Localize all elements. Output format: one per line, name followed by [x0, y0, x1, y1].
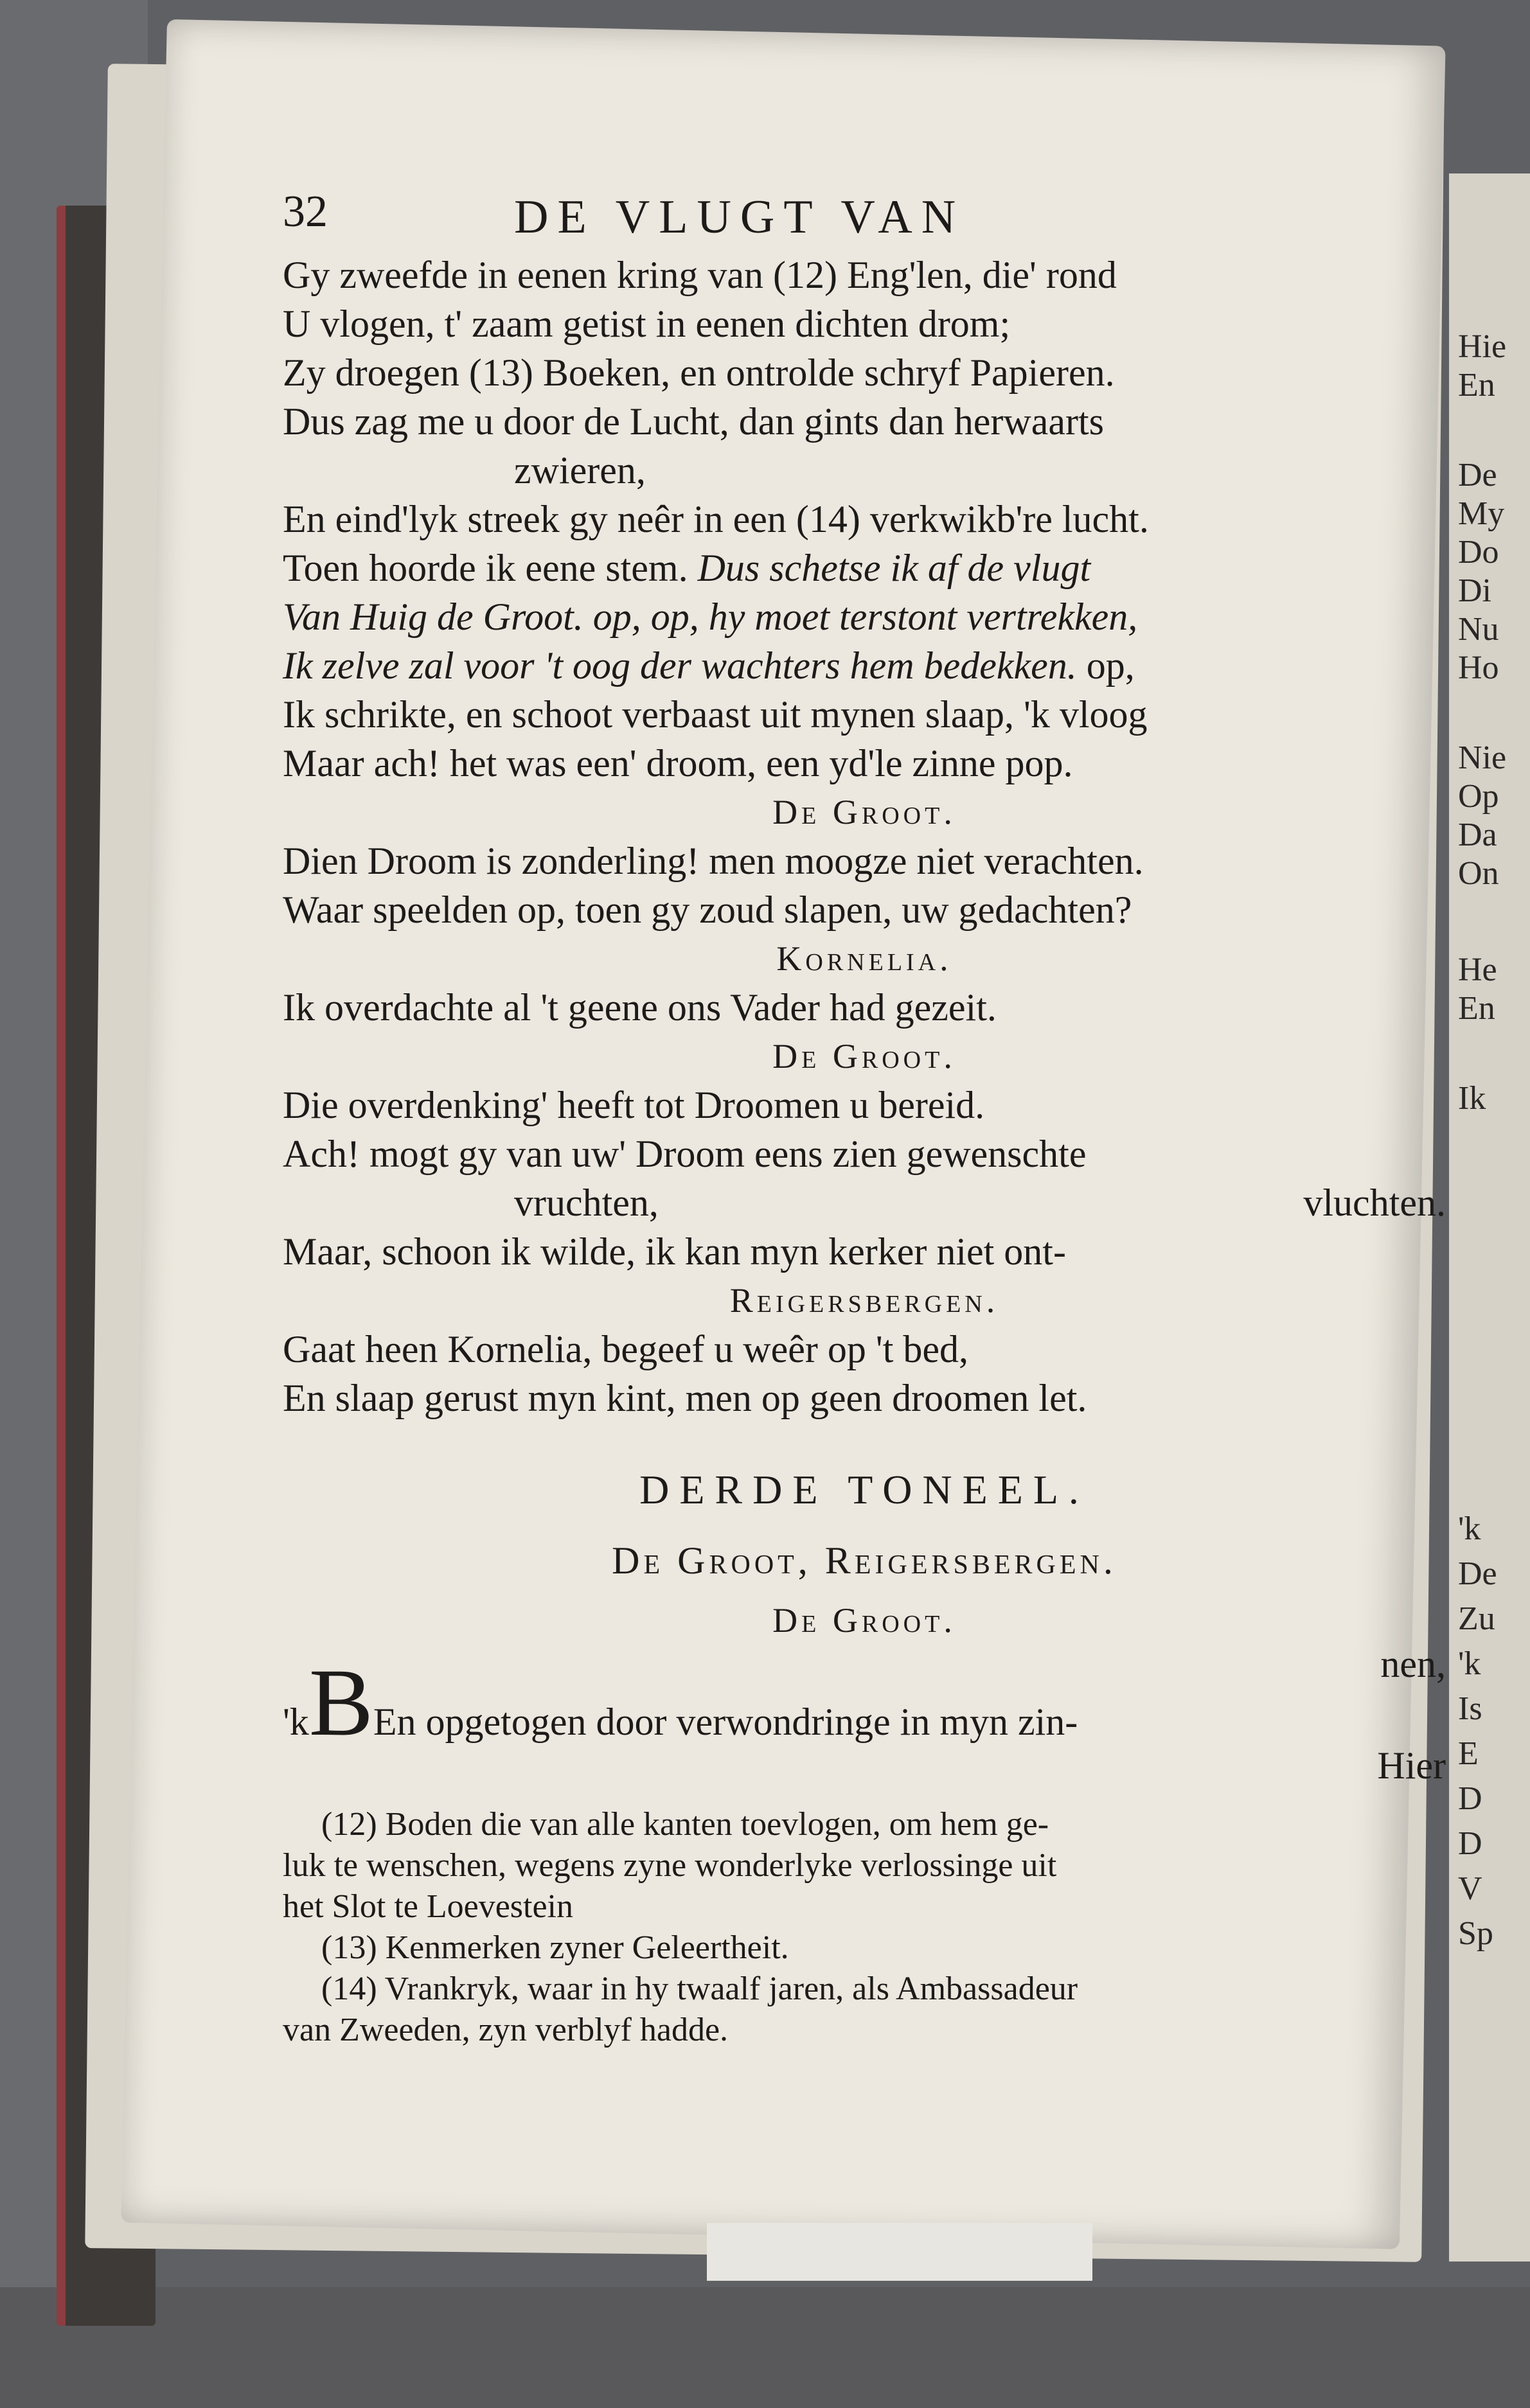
verse-text: op, — [1086, 644, 1135, 687]
verse-prefix: 'k — [283, 1701, 309, 1743]
verse-block — [283, 251, 1446, 788]
facing-page — [1449, 173, 1530, 2262]
speaker-name: De Groot. — [772, 1601, 956, 1640]
facing-page-fragment: Hie — [1458, 328, 1507, 365]
facing-page-fragment: E — [1458, 1735, 1479, 1772]
footnote-line: het Slot te Loevestein — [283, 1888, 574, 1925]
facing-page-fragment: D — [1458, 1825, 1482, 1862]
facing-page-fragment: De — [1458, 457, 1497, 493]
footnotes — [283, 1804, 1446, 2051]
verse-line: Die overdenking' heeft tot Droomen u bereid. — [283, 1084, 985, 1126]
facing-page-fragment: My — [1458, 495, 1505, 532]
facing-page-fragment: 'k — [1458, 1510, 1481, 1547]
verse-text: vruchten, — [514, 1182, 659, 1224]
verse-line: Dus zag me u door de Lucht, dan gints dan herwaarts — [283, 400, 1104, 443]
facing-page-fragment: Zu — [1458, 1600, 1495, 1637]
catchword: Hier — [1377, 1744, 1446, 1787]
running-head — [283, 186, 1446, 251]
verse-quote: Ik zelve zal voor 't oog der wachters hem bedekken. — [283, 644, 1077, 687]
facing-page-fragment: Is — [1458, 1690, 1482, 1727]
facing-page-fragment: V — [1458, 1870, 1482, 1907]
facing-page-fragment: Da — [1458, 817, 1497, 853]
drop-cap: B — [308, 1649, 373, 1756]
facing-page-fragment: En — [1458, 990, 1495, 1027]
verse-quote: Dus schetse ik af de vlugt — [697, 547, 1091, 589]
verse-line: Ik overdachte al 't geene ons Vader had gezeit. — [283, 986, 997, 1029]
speaker-name: Reigersbergen. — [729, 1281, 999, 1320]
speaker-name: De Groot. — [772, 793, 956, 831]
facing-page-fragment: Do — [1458, 534, 1499, 571]
background-bottom — [0, 2287, 1530, 2408]
running-title: DE VLUGT VAN — [514, 191, 965, 243]
verse-line: Gy zweefde in eenen kring van (12) Eng'len, die' rond — [283, 254, 1117, 296]
facing-page-fragment: En — [1458, 367, 1495, 403]
scene-title: DERDE TONEEL. — [639, 1467, 1089, 1512]
facing-page-fragment: Nu — [1458, 611, 1499, 648]
verse-line: En eind'lyk streek gy neêr in een (14) verkwikb're lucht. — [283, 498, 1149, 540]
page-number: 32 — [283, 187, 328, 236]
verse-line: U vlogen, t' zaam getist in eenen dichten drom; — [283, 303, 1011, 345]
verse-line: En slaap gerust myn kint, men op geen droomen let. — [283, 1377, 1087, 1419]
verse-line: Waar speelden op, toen gy zoud slapen, uw gedachten? — [283, 889, 1132, 931]
verse-line: Dien Droom is zonderling! men moogze niet verachten. — [283, 840, 1144, 882]
verse-line: Ach! mogt gy van uw' Droom eens zien gewenschte — [283, 1133, 1087, 1175]
speaker-name: De Groot. — [772, 1037, 956, 1076]
facing-page-fragment: Op — [1458, 778, 1499, 815]
verse-line — [283, 1178, 1446, 1227]
verse-line: Ik schrikte, en schoot verbaast uit mynen slaap, 'k vloog — [283, 693, 1148, 736]
facing-page-fragment: Nie — [1458, 739, 1507, 776]
paper-strip — [707, 2223, 1092, 2281]
footnote-line: luk te wenschen, wegens zyne wonderlyke verlossinge uit — [283, 1847, 1057, 1884]
facing-page-fragment: Ik — [1458, 1080, 1486, 1117]
verse-text: vluchten. — [1303, 1182, 1446, 1224]
facing-page-fragment: D — [1458, 1780, 1482, 1817]
verse-line: zwieren, — [514, 449, 646, 491]
speaker-name: Kornelia. — [776, 939, 952, 978]
facing-page-fragment: Sp — [1458, 1915, 1493, 1952]
verse-line — [283, 544, 1446, 592]
verse-line: Gaat heen Kornelia, begeef u weêr op 't bed, — [283, 1328, 968, 1370]
footnote-line: (13) Kenmerken zyner Geleertheit. — [321, 1929, 789, 1966]
verse-line: Zy droegen (13) Boeken, en ontrolde schryf Papieren. — [283, 351, 1115, 394]
scene-persons: De Groot, Reigersbergen. — [612, 1539, 1117, 1582]
footnote-line: (12) Boden die van alle kanten toevlogen, om hem ge- — [321, 1806, 1049, 1843]
verse-line: Maar, schoon ik wilde, ik kan myn kerker niet ont- — [283, 1230, 1066, 1273]
facing-page-fragment: He — [1458, 952, 1497, 988]
page-text — [283, 186, 1446, 2051]
facing-page-fragment: Ho — [1458, 650, 1499, 686]
verse-text: Toen hoorde ik eene stem. — [283, 547, 688, 589]
footnote-line: van Zweeden, zyn verblyf hadde. — [283, 2012, 729, 2048]
footnote-line: (14) Vrankryk, waar in hy twaalf jaren, als Ambassadeur — [321, 1970, 1078, 2007]
verse-line: Maar ach! het was een' droom, een yd'le zinne pop. — [283, 742, 1073, 784]
facing-page-fragment: On — [1458, 855, 1499, 892]
verse-line: Van Huig de Groot. op, op, hy moet terstont vertrekken, — [283, 596, 1138, 638]
catchword-top: nen, — [1380, 1643, 1446, 1685]
verse-line — [283, 641, 1446, 690]
verse-text: En opgetogen door verwondringe in myn zin- — [373, 1701, 1078, 1743]
facing-page-fragment: Di — [1458, 572, 1491, 609]
facing-page-fragment: De — [1458, 1555, 1497, 1592]
facing-page-fragment: 'k — [1458, 1645, 1481, 1682]
